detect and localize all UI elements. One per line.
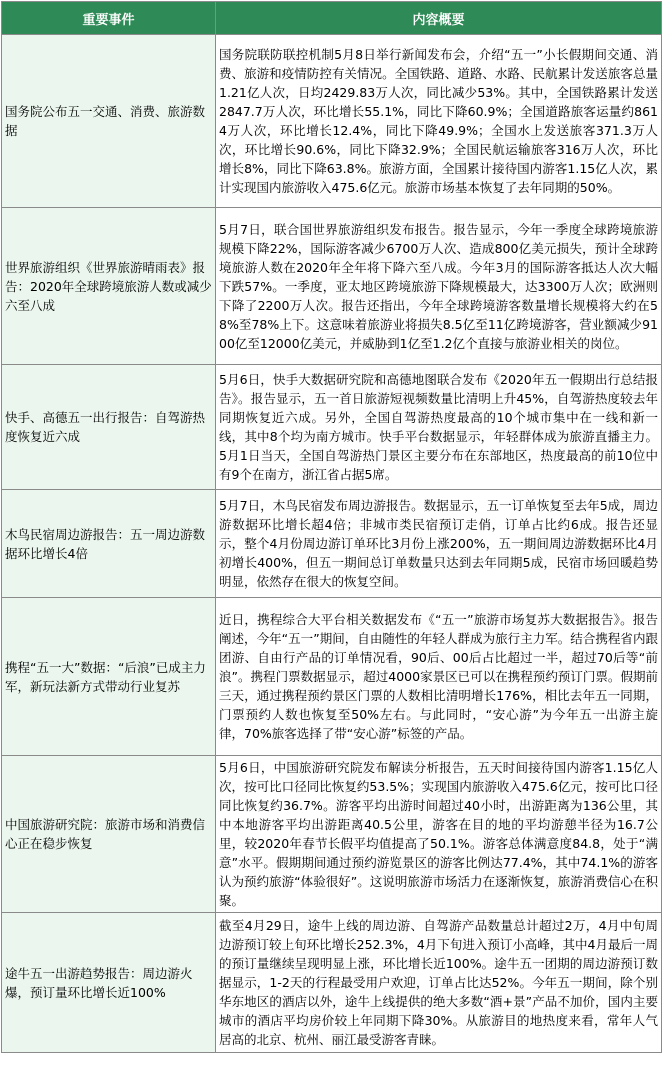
- table-row: [2, 208, 662, 365]
- table-row: [2, 756, 662, 913]
- summary-cell: 5月6日，中国旅游研究院发布解读分析报告，五天时间接待国内游客1.15亿人次，按可比口径同比恢复约53.5%；实现国内旅游收入475.6亿元，按可比口径同比恢复约36.7%。游客平均出游时间超过40小时，出游距离为136公里，其中本地游客平均出游距离40.5公里，游客在目的地的平均游憩半径为16.7公里，较2020年春节长假平均值提高了50.1%。游客总体满意度84.8，处于“满意”水平。假期期间通过预约游览景区的游客比例达77.4%，其中74.1%的游客认为预约旅游“体验很好”。这说明旅游市场活力在逐渐恢复，旅游消费信心在积聚。: [216, 756, 662, 913]
- table-row: [2, 365, 662, 490]
- header-row: [2, 2, 662, 35]
- table-row: [2, 490, 662, 598]
- table-row: [2, 598, 662, 756]
- event-cell: 国务院公布五一交通、消费、旅游数据: [2, 35, 216, 208]
- summary-cell: 5月7日，联合国世界旅游组织发布报告。报告显示，今年一季度全球跨境旅游规模下降22%，国际游客减少6700万人次、造成800亿美元损失，预计全球跨境旅游人数在2020年全年将下降六至八成。今年3月的国际游客抵达人次大幅下跌57%。一季度，亚太地区跨境旅游下降规模最大，达3300万人次；欧洲则下降了2200万人次。报告还指出，今年全球跨境游客数量增长规模将大约在58%至78%上下。这意味着旅游业将损失8.5亿至11亿跨境游客，营业额减少9100亿至12000亿美元，并威胁到1亿至1.2亿个直接与旅游业相关的岗位。: [216, 208, 662, 365]
- events-table: [1, 1, 662, 1053]
- header-summary: 内容概要: [216, 2, 662, 35]
- table-row: [2, 913, 662, 1053]
- summary-cell: 5月6日，快手大数据研究院和高德地图联合发布《2020年五一假期出行总结报告》。报告显示，五一首日旅游短视频数量比清明上升45%，自驾游热度较去年同期恢复近六成。另外，全国自驾游热度最高的10个城市集中在一线和新一线，其中8个均为南方城市。快手平台数据显示，年轻群体成为旅游直播主力。5月1日当天，全国自驾游热门景区主要分布在东部地区，热度最高的前10位中有9个在南方，浙江省占据5席。: [216, 365, 662, 490]
- event-cell: 携程“五一大”数据：“后浪”已成主力军，新玩法新方式带动行业复苏: [2, 598, 216, 756]
- summary-cell: 国务院联防联控机制5月8日举行新闻发布会，介绍“五一”小长假期间交通、消费、旅游和疫情防控有关情况。全国铁路、道路、水路、民航累计发送旅客总量1.21亿人次，日均2429.83万人次，同比减少53%。其中，全国铁路累计发送2847.7万人次，环比增长55.1%，同比下降60.9%；全国道路旅客运量约8614万人次，环比增长12.4%，同比下降49.9%；全国水上发送旅客371.3万人次，环比增长90.6%，同比下降32.9%；全国民航运输旅客316万人次，环比增长8%，同比下降63.8%。旅游方面，全国累计接待国内游客1.15亿人次，累计实现国内旅游收入475.6亿元。旅游市场基本恢复了去年同期的50%。: [216, 35, 662, 208]
- event-cell: 快手、高德五一出行报告：自驾游热度恢复近六成: [2, 365, 216, 490]
- event-cell: 世界旅游组织《世界旅游晴雨表》报告：2020年全球跨境旅游人数或减少六至八成: [2, 208, 216, 365]
- event-cell: 中国旅游研究院：旅游市场和消费信心正在稳步恢复: [2, 756, 216, 913]
- summary-cell: 截至4月29日，途牛上线的周边游、自驾游产品数量总计超过2万，4月中旬周边游预订较上旬环比增长252.3%，4月下旬进入预订小高峰，其中4月最后一周的预订量继续呈现明显上涨，环比增长近100%。途牛五一团期的周边游预订数据显示，1-2天的行程最受用户欢迎，订单占比达52%。今年五一期间，除个别华东地区的酒店以外，途牛上线提供的绝大多数“酒+景”产品不加价，国内主要城市的酒店平均房价较上年同期下降30%。从旅游目的地热度来看，常年人气居高的北京、杭州、丽江最受游客青睐。: [216, 913, 662, 1053]
- event-cell: 途牛五一出游趋势报告：周边游火爆，预订量环比增长近100%: [2, 913, 216, 1053]
- summary-cell: 5月7日，木鸟民宿发布周边游报告。数据显示，五一订单恢复至去年5成，周边游数据环比增长超4倍；非城市类民宿预订走俏，订单占比约6成。报告还显示，整个4月份周边游订单环比3月份上涨200%，五一期间周边游数据环比4月初增长400%，但五一期间总订单数量只达到去年同期5成，民宿市场回暖趋势明显，依然存在很大的恢复空间。: [216, 490, 662, 598]
- header-event: 重要事件: [2, 2, 216, 35]
- table-row: [2, 35, 662, 208]
- summary-cell: 近日，携程综合大平台相关数据发布《“五一”旅游市场复苏大数据报告》。报告阐述，今年“五一”期间，自由随性的年轻人群成为旅行主力军。结合携程省内跟团游、自由行产品的订单情况看，90后、00后占比超过一半，超过70后等“前浪”。携程门票数据显示，超过4000家景区已可以在携程预约预订门票。假期前三天，通过携程预约景区门票的人数相比清明增长176%，相比去年五一同期，门票预约人数也恢复至50%左右。与此同时，“安心游”为今年五一出游主旋律，70%旅客选择了带“安心游”标签的产品。: [216, 598, 662, 756]
- event-cell: 木鸟民宿周边游报告：五一周边游数据环比增长4倍: [2, 490, 216, 598]
